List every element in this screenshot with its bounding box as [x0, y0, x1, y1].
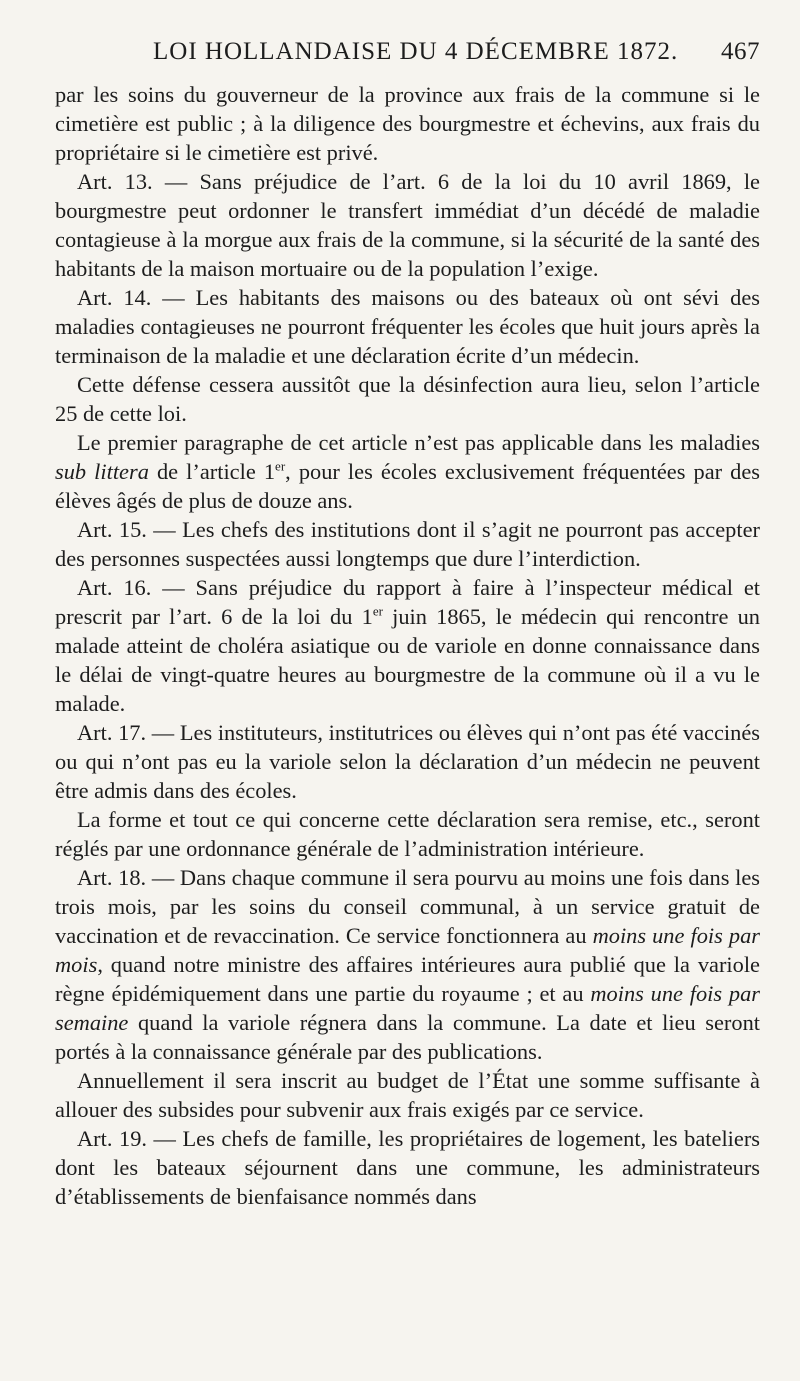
- paragraph-text: Art. 18. — Dans chaque commune il sera pourvu au moins une fois dans les trois mois, par les soins du conseil communal, à un service gratuit de vaccination et de revaccination. Ce service fonctionnera au: [55, 865, 760, 948]
- italic-text: sub littera: [55, 459, 149, 484]
- paragraph-text: Cette défense cessera aussitôt que la désinfection aura lieu, selon l’article 25 de cette loi.: [55, 372, 760, 426]
- paragraph: [55, 80, 760, 167]
- article-14: [55, 283, 760, 370]
- paragraph-text: , pour les écoles exclusivement fréquentées par des élèves âgés de plus de douze ans.: [55, 459, 761, 513]
- header-title: LOI HOLLANDAISE DU 4 DÉCEMBRE 1872.: [153, 38, 679, 65]
- paragraph-text: juin 1865, le médecin qui rencontre un malade atteint de choléra asiatique ou de variole en donne connaissance dans le délai de vingt-quatre heures au bourgmestre de la commune où il a vu le malade.: [55, 604, 760, 716]
- paragraph-text: La forme et tout ce qui concerne cette déclaration sera remise, etc., seront réglés par une ordonnance générale de l’administration intérieure.: [55, 807, 760, 861]
- paragraph-text: Art. 17. — Les instituteurs, institutrices ou élèves qui n’ont pas été vaccinés ou qui n’ont pas eu la variole selon la déclaration d’un médecin ne peuvent être admis dans des écoles.: [55, 720, 760, 803]
- paragraph-text: Art. 13. — Sans préjudice de l’art. 6 de la loi du 10 avril 1869, le bourgmestre peut ordonner le transfert immédiat d’un décédé de maladie contagieuse à la morgue aux frais de la commune, si la sécurité de la santé des habitants de la maison mortuaire ou de la population l’exige.: [55, 169, 760, 281]
- body-text: [55, 80, 760, 1211]
- article-15: [55, 515, 760, 573]
- paragraph-text: par les soins du gouverneur de la province aux frais de la commune si le cimetière est public ; à la diligence des bourgmestre et échevins, aux frais du propriétaire si le cimetière est privé.: [55, 82, 760, 165]
- running-header: [55, 38, 760, 66]
- article-19: [55, 1124, 760, 1211]
- paragraph-text: Art. 16. — Sans préjudice du rapport à faire à l’inspecteur médical et prescrit par l’art. 6 de la loi du 1: [55, 575, 760, 629]
- page-number: 467: [721, 38, 760, 65]
- italic-text: moins une fois par mois: [55, 923, 760, 977]
- paragraph: [55, 370, 760, 428]
- paragraph-text: Le premier paragraphe de cet article n’est pas applicable dans les maladies: [77, 430, 760, 455]
- article-13: [55, 167, 760, 283]
- paragraph-text: Art. 14. — Les habitants des maisons ou des bateaux où ont sévi des maladies contagieuses ne pourront fréquenter les écoles que huit jours après la terminaison de la maladie et une déclaration écrite d’un médecin.: [55, 285, 760, 368]
- paragraph-text: Art. 15. — Les chefs des institutions dont il s’agit ne pourront pas accepter des personnes suspectées aussi longtemps que dure l’interdiction.: [55, 517, 760, 571]
- paragraph-text: quand la variole régnera dans la commune. La date et lieu seront portés à la connaissance générale par des publications.: [55, 1010, 760, 1064]
- article-18: [55, 863, 760, 1066]
- paragraph-text: de l’article 1: [148, 459, 276, 484]
- paragraph: [55, 1066, 760, 1124]
- article-16: [55, 573, 760, 718]
- paragraph: [55, 805, 760, 863]
- paragraph-text: Annuellement il sera inscrit au budget de l’État une somme suffisante à allouer des subsides pour subvenir aux frais exigés par ce service.: [55, 1068, 760, 1122]
- paragraph-text: , quand notre ministre des affaires intérieures aura publié que la variole règne épidémiquement dans une partie du royaume ; et au: [55, 952, 760, 1006]
- superscript: er: [372, 603, 383, 619]
- superscript: er: [275, 458, 286, 474]
- article-17: [55, 718, 760, 805]
- paragraph-text: Art. 19. — Les chefs de famille, les propriétaires de logement, les bateliers dont les bateaux séjournent dans une commune, les administrateurs d’établissements de bienfaisance nommés dans: [55, 1126, 760, 1209]
- italic-text: moins une fois par semaine: [55, 981, 760, 1035]
- paragraph: [55, 428, 760, 515]
